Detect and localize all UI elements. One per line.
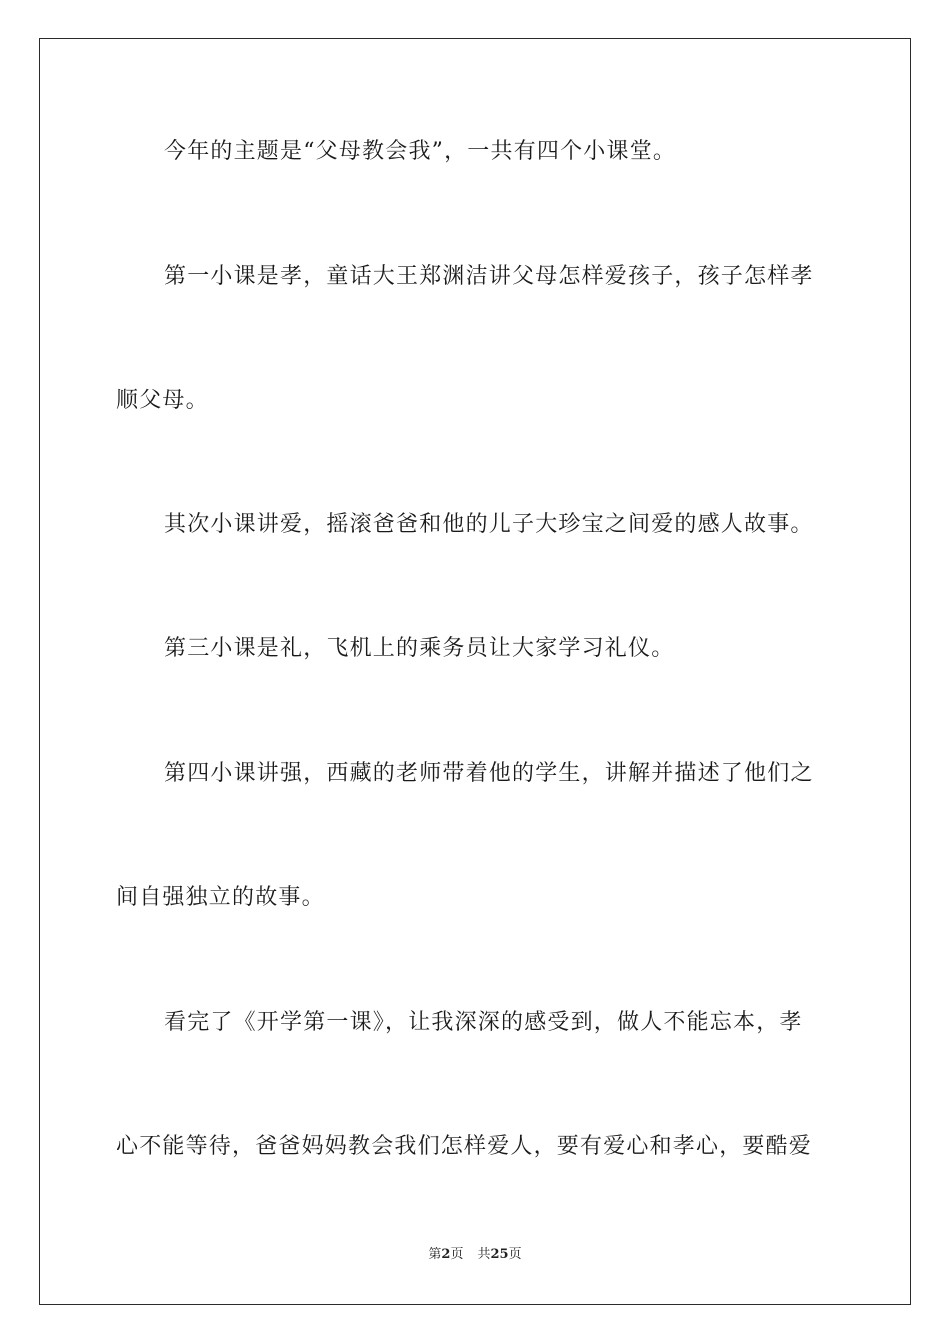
- paragraph-line: 顺父母。: [116, 388, 209, 413]
- total-suffix: 页: [508, 1247, 522, 1262]
- paragraph-line: 第一小课是孝，童话大王郑渊洁讲父母怎样爱孩子，孩子怎样孝: [164, 264, 814, 289]
- paragraph-line: 第三小课是礼，飞机上的乘务员让大家学习礼仪。: [164, 636, 675, 661]
- page-prefix: 第: [428, 1247, 442, 1262]
- paragraph-line: 今年的主题是“父母教会我”，一共有四个小课堂。: [164, 139, 677, 164]
- paragraph-line: 看完了《开学第一课》，让我深深的感受到，做人不能忘本，孝: [164, 1010, 803, 1035]
- paragraph-line: 其次小课讲爱，摇滚爸爸和他的儿子大珍宝之间爱的感人故事。: [164, 512, 814, 537]
- total-pages: 25: [490, 1247, 509, 1262]
- paragraph-line: 心不能等待，爸爸妈妈教会我们怎样爱人，要有爱心和孝心，要酷爱: [116, 1134, 813, 1159]
- paragraph-line: 间自强独立的故事。: [116, 885, 325, 910]
- page-number: 2: [441, 1247, 451, 1262]
- total-prefix: 共: [477, 1247, 491, 1262]
- page-suffix: 页: [450, 1247, 464, 1262]
- page-border: [39, 38, 911, 1305]
- paragraph-line: 第四小课讲强，西藏的老师带着他的学生，讲解并描述了他们之: [164, 761, 814, 786]
- page-footer: [0, 1246, 950, 1264]
